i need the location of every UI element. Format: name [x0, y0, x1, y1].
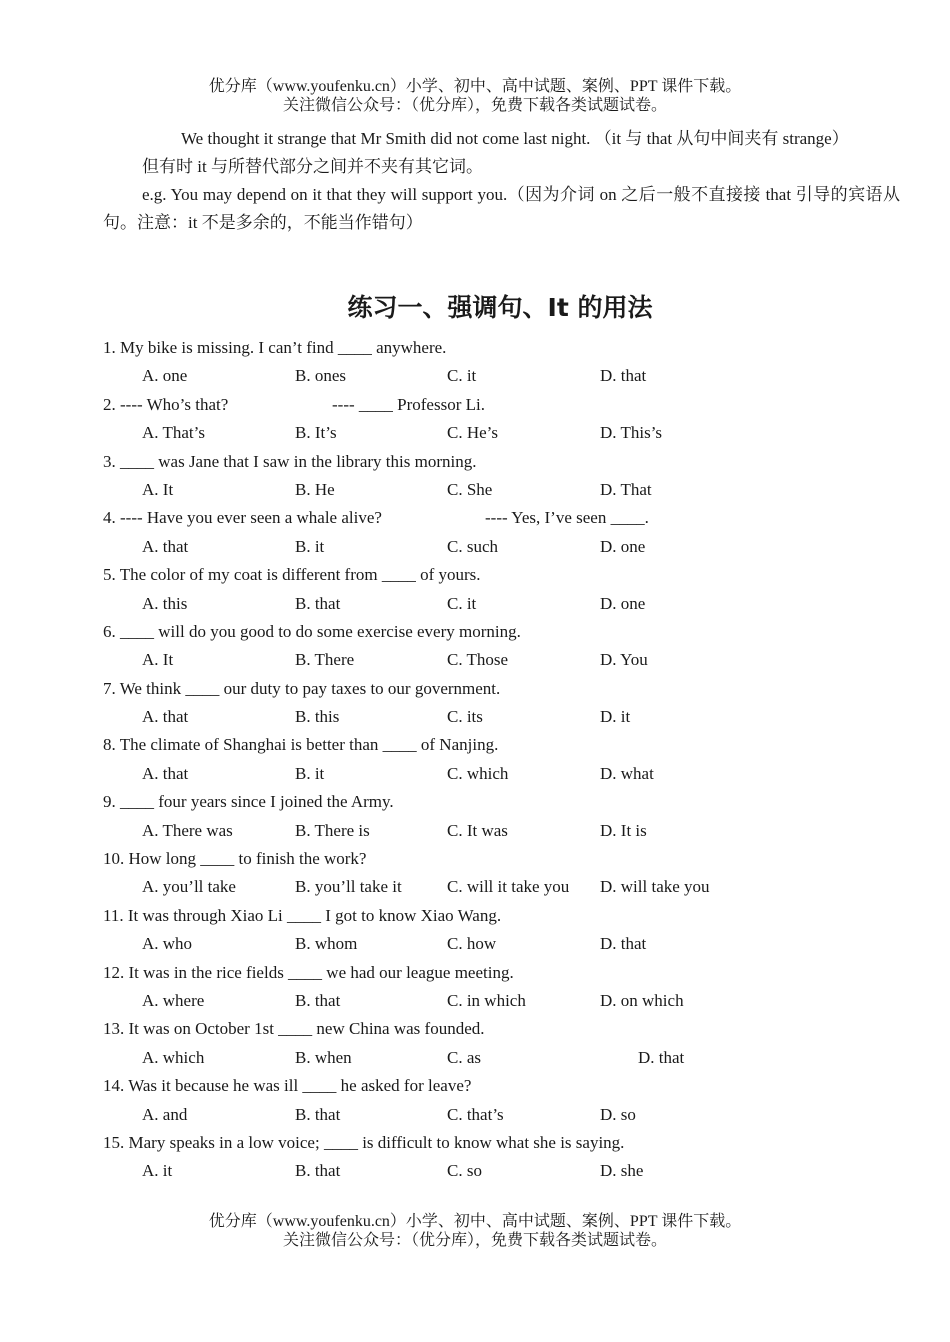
option-a: A. There was	[142, 820, 233, 840]
option-b: B. He	[295, 479, 335, 499]
question-stem: 3. ____ was Jane that I saw in the library this morning.	[103, 451, 477, 471]
question-stem	[103, 391, 900, 419]
option-a: A. who	[142, 934, 193, 954]
option-d: D. that	[638, 1047, 685, 1067]
question-options	[103, 362, 900, 390]
question-stem: 10. How long ____ to finish the work?	[103, 849, 367, 869]
question-stem: 15. Mary speaks in a low voice; ____ is difficult to know what she is saying.	[103, 1132, 625, 1152]
option-d: D. This’s	[600, 423, 663, 443]
footer-line-1: 优分库（www.youfenku.cn）小学、初中、高中试题、案例、PPT 课件下载。	[208, 1213, 742, 1230]
question-options	[103, 533, 900, 561]
section-title: 练习一、强调句、It 的用法	[347, 293, 653, 322]
option-b: B. ones	[295, 366, 346, 386]
intro-paragraph-1: We thought it strange that Mr Smith did not come last night. （it 与 that 从句中间夹有 strange）	[181, 129, 849, 148]
header-line-2: 关注微信公众号：（优分库），免费下载各类试题试卷。	[282, 97, 667, 114]
option-c: C. that’s	[447, 1104, 504, 1124]
question-stem: 7. We think ____ our duty to pay taxes to our government.	[103, 678, 501, 698]
option-d: D. on which	[600, 990, 684, 1010]
option-b: B. whom	[295, 934, 358, 954]
question-stem: 11. It was through Xiao Li ____ I got to know Xiao Wang.	[103, 905, 502, 925]
footer-line-2: 关注微信公众号：（优分库），免费下载各类试题试卷。	[282, 1232, 667, 1249]
question-options	[103, 1157, 900, 1185]
option-a: A. where	[142, 990, 205, 1010]
option-a: A. that	[142, 707, 189, 727]
question-options	[103, 590, 900, 618]
option-b: B. that	[295, 1161, 341, 1181]
option-c: C. She	[447, 479, 493, 499]
option-d: D. It is	[600, 820, 647, 840]
option-d: D. You	[600, 650, 648, 670]
question-options	[103, 987, 900, 1015]
question-list	[103, 334, 900, 1186]
option-a: A. which	[142, 1047, 205, 1067]
option-b: B. There	[295, 650, 355, 670]
question-prompt: 2. ---- Who’s that?	[103, 394, 229, 414]
question-options	[103, 817, 900, 845]
question-stem	[103, 504, 900, 532]
option-a: A. that	[142, 763, 189, 783]
option-d: D. one	[600, 593, 646, 613]
question-prompt: 4. ---- Have you ever seen a whale alive?	[103, 508, 382, 528]
question-options	[103, 646, 900, 674]
option-a: A. It	[142, 650, 174, 670]
option-c: C. which	[447, 763, 509, 783]
option-b: B. that	[295, 990, 341, 1010]
option-d: D. one	[600, 536, 646, 556]
option-a: A. you’ll take	[142, 877, 236, 897]
option-c: C. it	[447, 366, 477, 386]
intro-paragraph-3: e.g. You may depend on it that they will support you.（因为介词 on 之后一般不直接接 that 引导的宾语从句。注意：it 不是多余的，不能当作错句）	[103, 185, 900, 232]
option-c: C. will it take you	[447, 877, 570, 897]
option-a: A. It	[142, 479, 174, 499]
option-d: D. what	[600, 763, 654, 783]
footer-banner	[0, 1212, 950, 1250]
intro-section	[103, 125, 900, 237]
option-b: B. It’s	[295, 423, 337, 443]
option-d: D. will take you	[600, 877, 710, 897]
question-stem: 5. The color of my coat is different from ____ of yours.	[103, 565, 481, 585]
header-banner	[0, 77, 950, 115]
option-b: B. when	[295, 1047, 352, 1067]
option-d: D. That	[600, 479, 652, 499]
question-options	[103, 1044, 900, 1072]
question-options	[103, 930, 900, 958]
option-a: A. it	[142, 1161, 173, 1181]
question-options	[103, 760, 900, 788]
option-c: C. its	[447, 707, 483, 727]
option-c: C. He’s	[447, 423, 498, 443]
option-b: B. this	[295, 707, 340, 727]
option-b: B. that	[295, 1104, 341, 1124]
option-a: A. this	[142, 593, 188, 613]
question-options	[103, 476, 900, 504]
question-options	[103, 419, 900, 447]
option-b: B. that	[295, 593, 341, 613]
option-b: B. it	[295, 536, 325, 556]
option-c: C. so	[447, 1161, 482, 1181]
intro-paragraph-2: 但有时 it 与所替代部分之间并不夹有其它词。	[142, 157, 483, 176]
option-c: C. in which	[447, 990, 526, 1010]
option-b: B. you’ll take it	[295, 877, 402, 897]
question-stem: 6. ____ will do you good to do some exercise every morning.	[103, 621, 521, 641]
header-line-1: 优分库（www.youfenku.cn）小学、初中、高中试题、案例、PPT 课件下载。	[208, 78, 742, 95]
question-stem: 1. My bike is missing. I can’t find ____ anywhere.	[103, 338, 447, 357]
question-stem: 9. ____ four years since I joined the Army.	[103, 792, 394, 812]
option-d: D. it	[600, 707, 631, 727]
option-d: D. that	[600, 934, 647, 954]
option-c: C. Those	[447, 650, 509, 670]
option-c: C. It was	[447, 820, 508, 840]
option-d: D. so	[600, 1104, 636, 1124]
question-options	[103, 703, 900, 731]
question-reply: ---- ____ Professor Li.	[332, 394, 485, 414]
question-stem: 13. It was on October 1st ____ new China was founded.	[103, 1019, 485, 1039]
option-a: A. and	[142, 1104, 188, 1124]
option-d: D. she	[600, 1161, 644, 1181]
option-c: C. it	[447, 593, 477, 613]
question-stem: 8. The climate of Shanghai is better than ____ of Nanjing.	[103, 735, 499, 755]
option-a: A. that	[142, 536, 189, 556]
option-b: B. it	[295, 763, 325, 783]
question-stem: 12. It was in the rice fields ____ we had our league meeting.	[103, 962, 514, 982]
option-c: C. as	[447, 1047, 481, 1067]
option-d: D. that	[600, 366, 647, 386]
question-reply: ---- Yes, I’ve seen ____.	[485, 508, 649, 528]
option-c: C. how	[447, 934, 497, 954]
option-a: A. That’s	[142, 423, 205, 443]
option-c: C. such	[447, 536, 498, 556]
option-a: A. one	[142, 366, 188, 386]
question-options	[103, 873, 900, 901]
question-stem: 14. Was it because he was ill ____ he asked for leave?	[103, 1076, 472, 1096]
question-options	[103, 1101, 900, 1129]
option-b: B. There is	[295, 820, 370, 840]
